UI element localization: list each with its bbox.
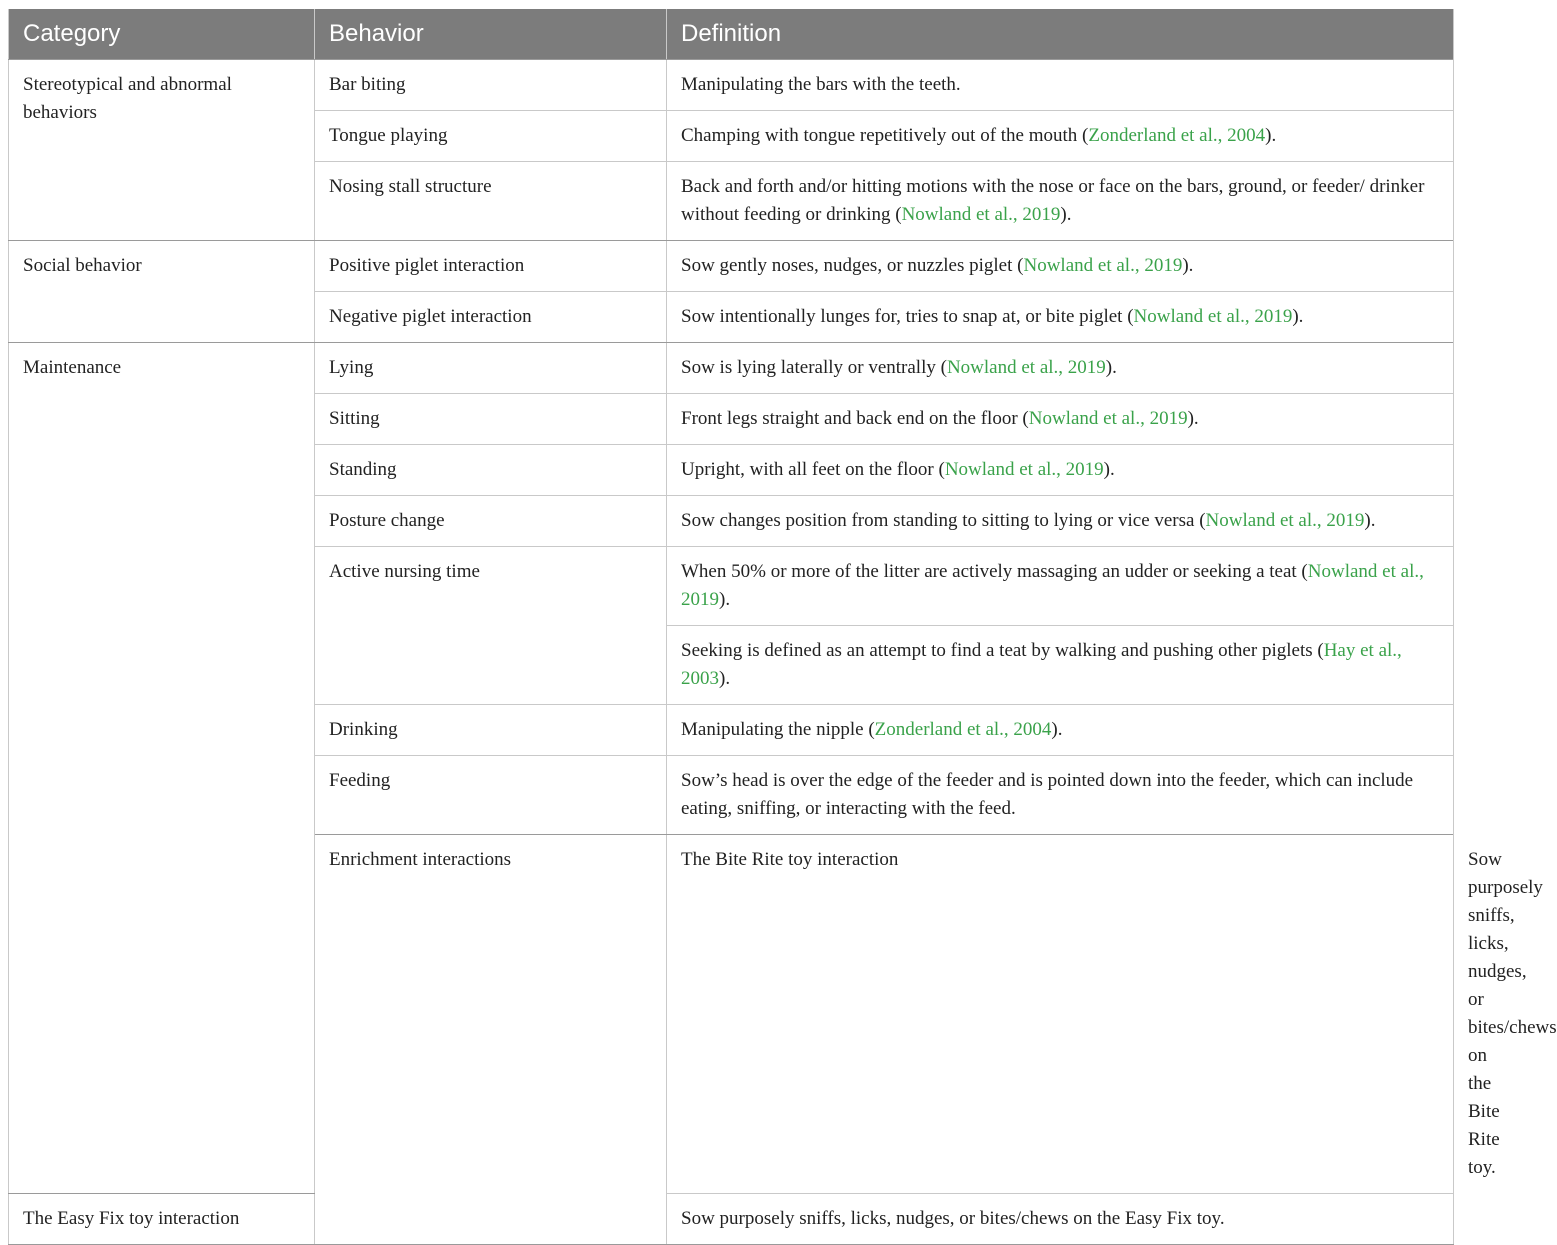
definition-cell: [667, 342, 1454, 393]
definition-tail: ).: [719, 667, 731, 689]
definition-cell: [667, 625, 1454, 704]
definition-cell: [667, 393, 1454, 444]
definition-cell: [667, 704, 1454, 755]
citation-link[interactable]: Nowland et al., 2019: [1133, 305, 1293, 327]
definition-tail: ).: [1182, 254, 1194, 276]
behavior-cell: Active nursing time: [315, 546, 667, 704]
definition-text: Sow is lying laterally or ventrally (: [681, 356, 947, 378]
citation-link[interactable]: Nowland et al., 2019: [944, 458, 1104, 480]
definition-text: Champing with tongue repetitively out of the mouth (: [681, 124, 1089, 146]
header-category: Category: [9, 9, 315, 59]
behavior-cell: The Easy Fix toy interaction: [9, 1193, 315, 1244]
behavior-cell: Bar biting: [315, 59, 667, 110]
definition-text: When 50% or more of the litter are actively massaging an udder or seeking a teat (: [681, 560, 1308, 582]
definition-tail: ).: [1051, 718, 1063, 740]
table-row: [9, 1193, 1454, 1244]
header-behavior: Behavior: [315, 9, 667, 59]
definition-tail: ).: [1060, 203, 1072, 225]
definition-cell: [667, 59, 1454, 110]
definition-cell: [667, 546, 1454, 625]
citation-link[interactable]: Hay et al., 2003: [681, 639, 1402, 689]
definition-text: Sow intentionally lunges for, tries to snap at, or bite piglet (: [681, 305, 1134, 327]
definition-text: Sow’s head is over the edge of the feeder and is pointed down into the feeder, which can include eating, sniffing, or interacting with the feed.: [681, 769, 1414, 819]
header-definition: Definition: [667, 9, 1454, 59]
citation-link[interactable]: Nowland et al., 2019: [681, 560, 1424, 610]
citation-link[interactable]: Zonderland et al., 2004: [1088, 124, 1266, 146]
definition-text: Front legs straight and back end on the floor (: [681, 407, 1029, 429]
definition-cell: [667, 110, 1454, 161]
table-row: [9, 240, 1454, 291]
definition-tail: ).: [1265, 124, 1277, 146]
citation-link[interactable]: Nowland et al., 2019: [1023, 254, 1183, 276]
citation-link[interactable]: Zonderland et al., 2004: [874, 718, 1052, 740]
definition-text: Back and forth and/or hitting motions with the nose or face on the bars, ground, or feeder/ drinker without feeding or drinking (: [681, 175, 1425, 225]
definition-cell: [667, 240, 1454, 291]
behavior-cell: Posture change: [315, 495, 667, 546]
definition-tail: ).: [1292, 305, 1304, 327]
definition-cell: [667, 495, 1454, 546]
behavior-cell: Nosing stall structure: [315, 161, 667, 240]
definition-text: Manipulating the nipple (: [681, 718, 875, 740]
ethogram-table: [8, 9, 1557, 1245]
definition-text: Sow changes position from standing to sitting to lying or vice versa (: [681, 509, 1206, 531]
definition-cell: [667, 1193, 1454, 1244]
definition-cell: [667, 755, 1454, 834]
header-row: [9, 9, 1454, 59]
definition-tail: ).: [1103, 458, 1115, 480]
table-row: [9, 59, 1454, 110]
behavior-cell: Standing: [315, 444, 667, 495]
behavior-cell: Sitting: [315, 393, 667, 444]
definition-text: Seeking is defined as an attempt to find a teat by walking and pushing other piglets (: [681, 639, 1324, 661]
behavior-cell: Positive piglet interaction: [315, 240, 667, 291]
table-row: [9, 342, 1454, 393]
definition-cell: [667, 161, 1454, 240]
definition-text: Manipulating the bars with the teeth.: [681, 73, 961, 95]
definition-cell: [667, 291, 1454, 342]
category-cell: Maintenance: [9, 342, 315, 1193]
category-cell: Enrichment interactions: [315, 834, 667, 1244]
behavior-cell: Feeding: [315, 755, 667, 834]
behavior-cell: Lying: [315, 342, 667, 393]
behavior-cell: The Bite Rite toy interaction: [667, 834, 1454, 1193]
category-cell: Stereotypical and abnormal behaviors: [9, 59, 315, 240]
definition-tail: ).: [1187, 407, 1199, 429]
behavior-cell: Drinking: [315, 704, 667, 755]
definition-cell: [667, 444, 1454, 495]
behavior-cell: Tongue playing: [315, 110, 667, 161]
citation-link[interactable]: Nowland et al., 2019: [946, 356, 1106, 378]
definition-tail: ).: [1105, 356, 1117, 378]
citation-link[interactable]: Nowland et al., 2019: [901, 203, 1061, 225]
definition-text: Sow gently noses, nudges, or nuzzles piglet (: [681, 254, 1024, 276]
definition-text: Sow purposely sniffs, licks, nudges, or bites/chews on the Bite Rite toy.: [1468, 848, 1557, 1178]
behavior-cell: Negative piglet interaction: [315, 291, 667, 342]
category-cell: Social behavior: [9, 240, 315, 342]
definition-text: Sow purposely sniffs, licks, nudges, or bites/chews on the Easy Fix toy.: [681, 1207, 1225, 1229]
definition-text: Upright, with all feet on the floor (: [681, 458, 945, 480]
definition-tail: ).: [1364, 509, 1376, 531]
definition-tail: ).: [719, 588, 731, 610]
citation-link[interactable]: Nowland et al., 2019: [1028, 407, 1188, 429]
citation-link[interactable]: Nowland et al., 2019: [1205, 509, 1365, 531]
